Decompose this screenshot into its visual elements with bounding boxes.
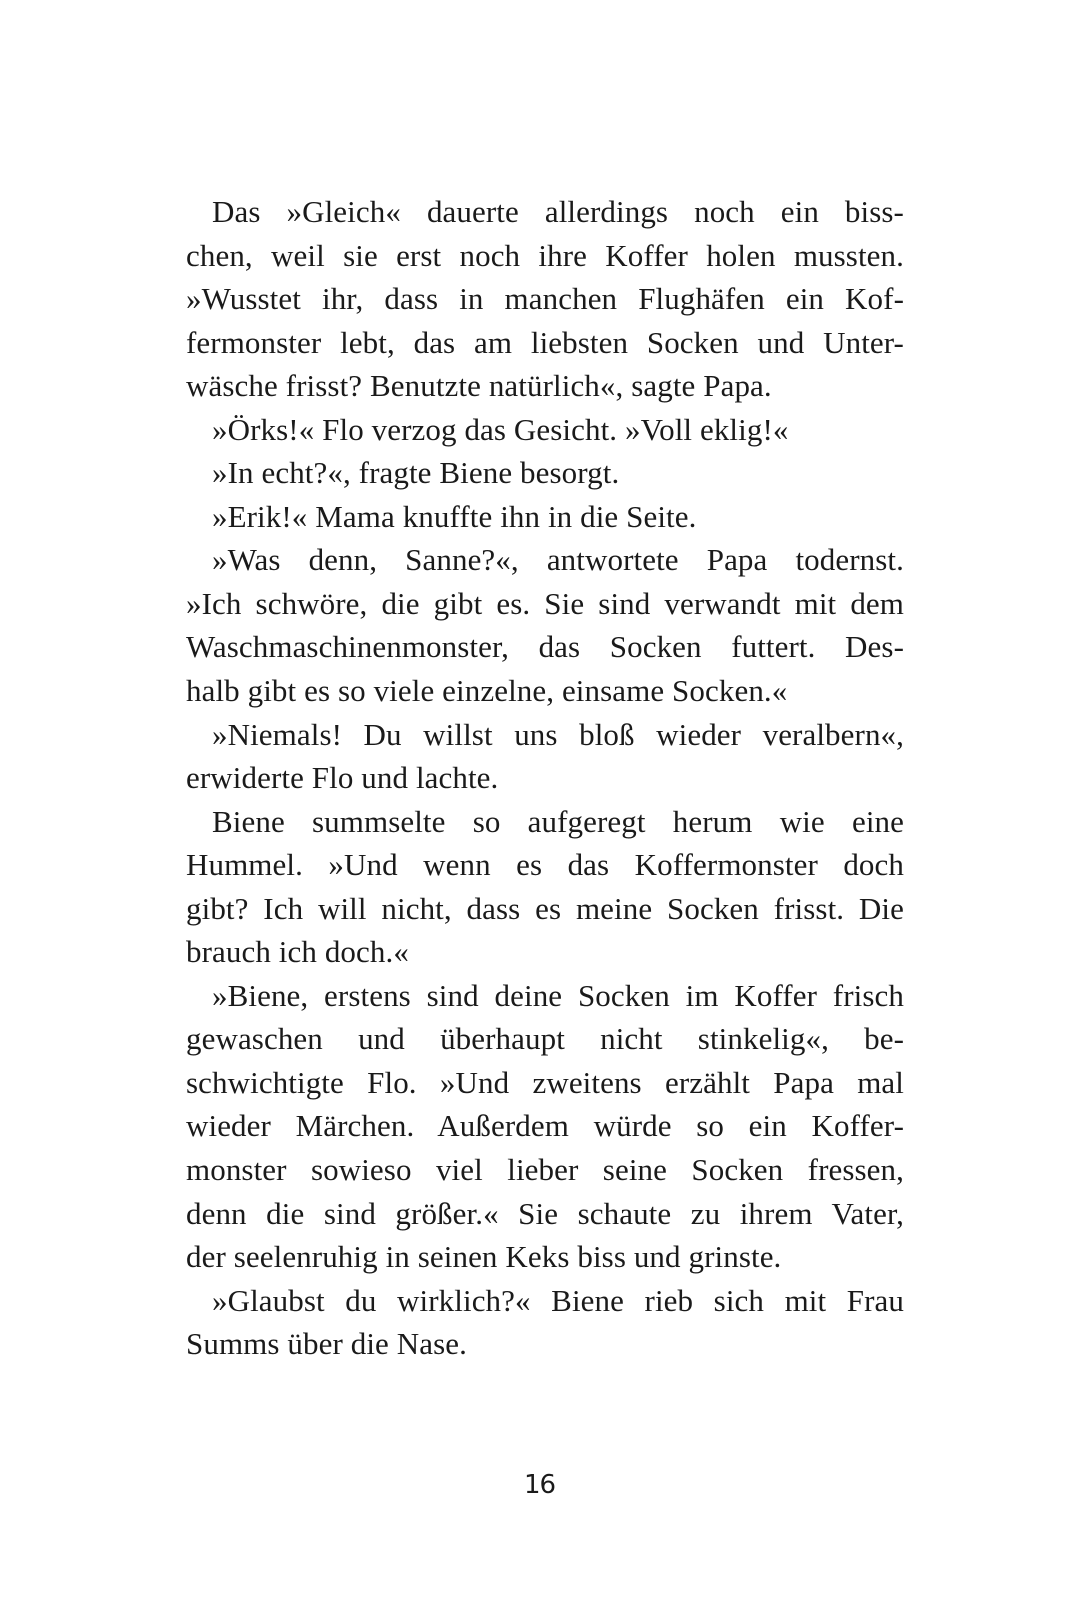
text-line: fermonster lebt, das am liebsten Socken und Unter- <box>186 324 904 360</box>
text-line: der seelenruhig in seinen Keks biss und grinste. <box>186 1239 782 1275</box>
text-line: »Örks!« Flo verzog das Gesicht. »Voll eklig!« <box>212 411 789 447</box>
text-line: »Biene, erstens sind deine Socken im Koffer frisch <box>212 977 904 1013</box>
text-line: halb gibt es so viele einzelne, einsame Socken.« <box>186 673 788 709</box>
text-line: chen, weil sie erst noch ihre Koffer holen mussten. <box>186 237 904 273</box>
text-line: »Erik!« Mama knuffte ihn in die Seite. <box>212 498 697 534</box>
text-line: denn die sind größer.« Sie schaute zu ihrem Vater, <box>186 1195 904 1231</box>
text-line: gibt? Ich will nicht, dass es meine Socken frisst. Die <box>186 890 904 926</box>
text-line: monster sowieso viel lieber seine Socken fressen, <box>186 1152 904 1188</box>
text-line: »Was denn, Sanne?«, antwortete Papa todernst. <box>212 542 904 578</box>
text-line: »Glaubst du wirklich?« Biene rieb sich mit Frau <box>212 1282 904 1318</box>
text-line: wieder Märchen. Außerdem würde so ein Koffer- <box>186 1108 904 1144</box>
text-line: Das »Gleich« dauerte allerdings noch ein biss- <box>212 194 904 229</box>
text-line: Waschmaschinenmonster, das Socken futtert. Des- <box>186 629 904 665</box>
text-line: »Ich schwöre, die gibt es. Sie sind verwandt mit dem <box>186 585 904 621</box>
page-number: 16 <box>523 1470 556 1500</box>
body-text <box>186 190 904 1366</box>
text-line: Biene summselte so aufgeregt herum wie eine <box>212 803 904 839</box>
text-line: gewaschen und überhaupt nicht stinkelig«, be- <box>186 1021 904 1057</box>
text-line: Summs über die Nase. <box>186 1326 467 1362</box>
text-line: »In echt?«, fragte Biene besorgt. <box>212 455 620 491</box>
text-line: wäsche frisst? Benutzte natürlich«, sagte Papa. <box>186 368 772 404</box>
text-line: Hummel. »Und wenn es das Koffermonster doch <box>186 847 904 883</box>
text-line: schwichtigte Flo. »Und zweitens erzählt Papa mal <box>186 1064 904 1100</box>
text-line: erwiderte Flo und lachte. <box>186 760 499 796</box>
text-line: »Wusstet ihr, dass in manchen Flughäfen ein Kof- <box>186 281 904 317</box>
text-line: »Niemals! Du willst uns bloß wieder veralbern«, <box>212 716 904 752</box>
text-line: brauch ich doch.« <box>186 934 409 970</box>
